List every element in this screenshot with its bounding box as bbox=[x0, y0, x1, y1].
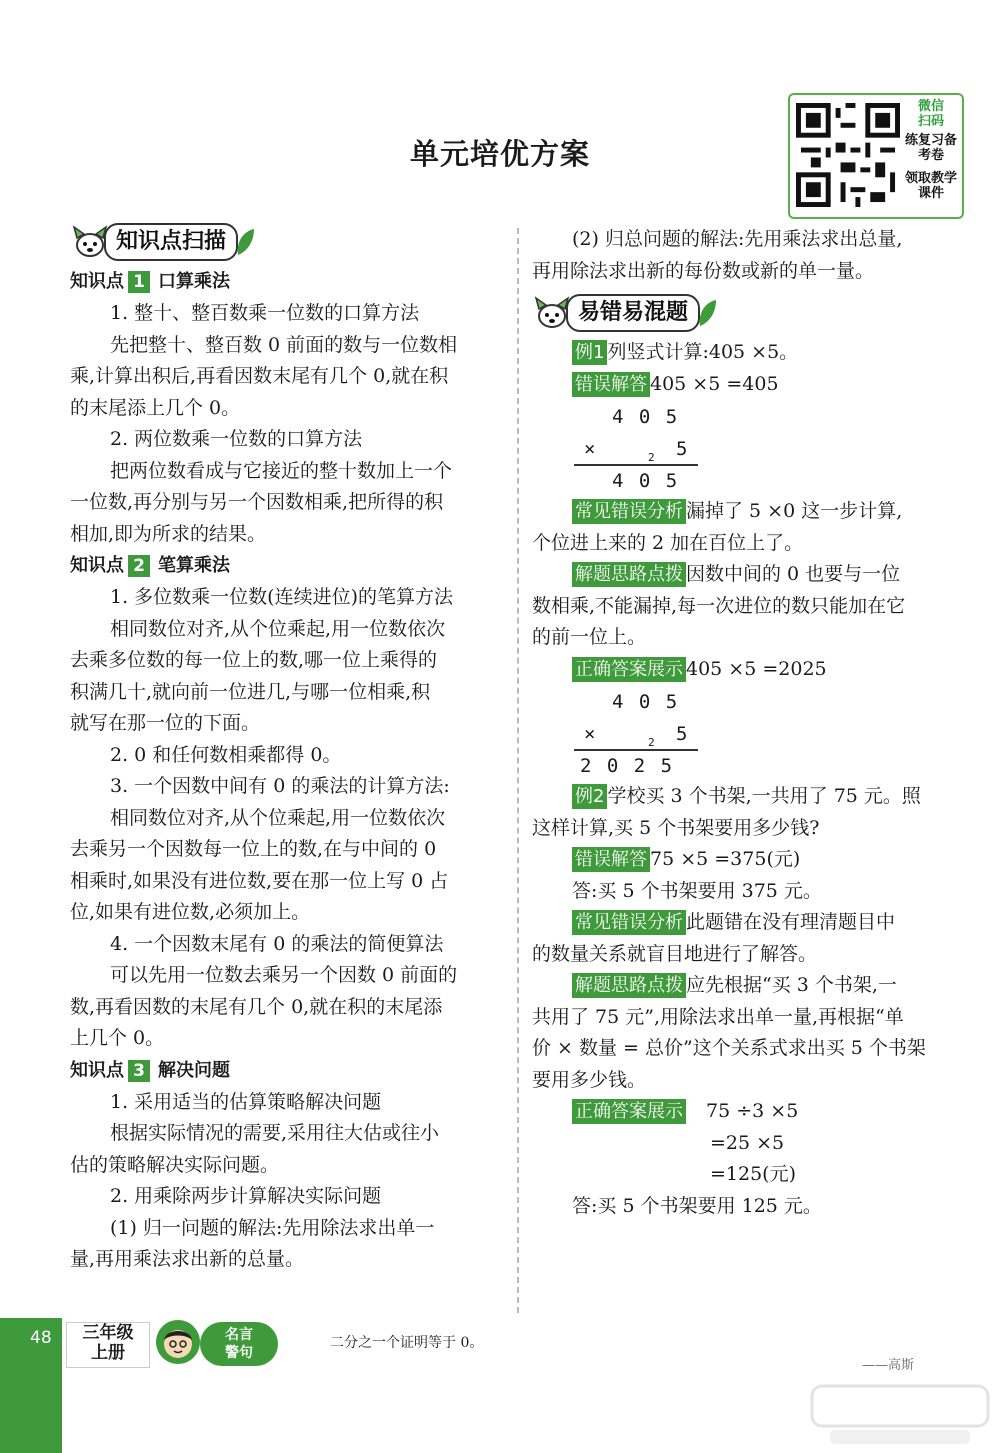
famous-quote: 二分之一个证明等于 0。 bbox=[330, 1335, 484, 1351]
example-2-question bbox=[532, 781, 962, 813]
text-line: 估的策略解决实际问题。 bbox=[70, 1153, 280, 1176]
hint-tag: 解题思路点拨 bbox=[572, 973, 686, 998]
text-line: 1. 整十、整百数乘一位数的口算方法 bbox=[110, 302, 420, 324]
section-title: 知识点扫描 bbox=[104, 223, 238, 261]
left-column bbox=[70, 222, 500, 1276]
text-line: (1) 归一问题的解法:先用除法求出单一 bbox=[110, 1216, 435, 1239]
quote-author: ——高斯 bbox=[862, 1358, 915, 1373]
text-line: 的末尾添上几个 0。 bbox=[70, 396, 241, 419]
text-line: 积满几十,就向前一位进几,与哪一位相乘,积 bbox=[70, 680, 431, 703]
error-analysis-text: 此题错在没有理清题目中 bbox=[686, 911, 896, 933]
error-analysis-tag: 常见错误分析 bbox=[572, 910, 686, 935]
grade-line: 三年级 bbox=[82, 1323, 134, 1343]
text-line: 3. 一个因数中间有 0 的乘法的计算方法: bbox=[110, 775, 450, 797]
example-1-question bbox=[532, 337, 962, 369]
text-line: 答:买 5 个书架要用 375 元。 bbox=[572, 879, 822, 902]
answer-step: 75 ÷3 ×5 bbox=[706, 1100, 799, 1122]
wrong-answer-tag: 错误解答 bbox=[572, 847, 650, 872]
hint-line bbox=[532, 970, 962, 1002]
text-line: 就写在那一位的下面。 bbox=[70, 712, 261, 734]
qr-code-panel[interactable] bbox=[788, 93, 964, 219]
avatar bbox=[154, 1318, 202, 1366]
text-line: 可以先用一位数去乘另一个因数 0 前面的 bbox=[110, 964, 458, 986]
error-analysis-text: 漏掉了 5 ×0 这一步计算, bbox=[686, 500, 903, 522]
text-line: 把两位数看成与它接近的整十数加上一个 bbox=[110, 459, 453, 482]
section-header-errors bbox=[532, 293, 962, 333]
text-line: 1. 多位数乘一位数(连续进位)的笔算方法 bbox=[110, 586, 453, 608]
kp-label: 知识点 bbox=[70, 555, 124, 577]
text-line: 乘,计算出积后,再看因数末尾有几个 0,就在积 bbox=[70, 365, 449, 387]
answer-step: =25 ×5 bbox=[710, 1131, 785, 1154]
badge-line: 警句 bbox=[225, 1345, 253, 1361]
calc-multiplier: 5 bbox=[676, 438, 688, 460]
correct-answer-line bbox=[532, 654, 962, 686]
qr-wechat-label: 微信 bbox=[917, 99, 944, 114]
text-line: 价 × 数量 = 总价”这个关系式求出买 5 个书架 bbox=[532, 1037, 926, 1059]
qr-scan-label: 扫码 bbox=[917, 114, 944, 129]
hint-text: 应先根据“买 3 个书架,一 bbox=[686, 974, 897, 996]
calc-multiply-sign: × bbox=[584, 723, 596, 745]
knowledge-point-1-header bbox=[70, 266, 500, 298]
kp-number: 3 bbox=[128, 1060, 150, 1082]
text-line: 个位进上来的 2 加在百位上了。 bbox=[532, 531, 804, 554]
answer-step: =125(元) bbox=[710, 1163, 797, 1185]
hint-text: 因数中间的 0 也要与一位 bbox=[686, 563, 901, 585]
qr-text-1: 练复习备 bbox=[904, 133, 957, 148]
qr-text-2: 考卷 bbox=[917, 148, 944, 163]
correct-answer-tag: 正确答案展示 bbox=[572, 1099, 686, 1124]
wrong-answer-text: 405 ×5 =405 bbox=[650, 372, 779, 395]
calc-top: 4 0 5 bbox=[612, 406, 680, 428]
text-line: (2) 归总问题的解法:先用乘法求出总量, bbox=[572, 228, 903, 250]
calc-result: 2 0 2 5 bbox=[580, 755, 675, 777]
error-analysis-line bbox=[532, 496, 962, 528]
column-divider bbox=[517, 228, 519, 1313]
correct-answer-text: 405 ×5 =2025 bbox=[686, 657, 827, 680]
kp-number: 1 bbox=[128, 271, 150, 293]
text-line: 相乘时,如果没有进位数,要在那一位上写 0 占 bbox=[70, 869, 449, 892]
calc-multiply-sign: × bbox=[584, 438, 596, 460]
grade-line: 上册 bbox=[91, 1343, 125, 1363]
text-line: 的前一位上。 bbox=[532, 626, 647, 648]
text-line: 的数量关系就盲目地进行了解答。 bbox=[532, 942, 818, 965]
example-text: 学校买 3 个书架,一共用了 75 元。照 bbox=[607, 785, 921, 807]
grade-label bbox=[66, 1322, 150, 1368]
hint-tag: 解题思路点拨 bbox=[572, 562, 686, 587]
text-line: 去乘多位数的每一位上的数,哪一位上乘得的 bbox=[70, 649, 438, 671]
kp-label: 知识点 bbox=[70, 271, 124, 293]
wrong-answer-tag: 错误解答 bbox=[572, 372, 650, 397]
calc-top: 4 0 5 bbox=[612, 691, 680, 713]
hint-line bbox=[532, 559, 962, 591]
text-line: 4. 一个因数末尾有 0 的乘法的简便算法 bbox=[110, 932, 444, 955]
correct-vertical-calc bbox=[572, 685, 962, 781]
qr-text-4: 课件 bbox=[917, 186, 944, 201]
text-line: 答:买 5 个书架要用 125 元。 bbox=[572, 1194, 822, 1217]
error-analysis-line bbox=[532, 907, 962, 939]
text-line: 相同数位对齐,从个位乘起,用一位数依次 bbox=[110, 617, 446, 640]
text-line: 2. 用乘除两步计算解决实际问题 bbox=[110, 1185, 382, 1207]
quote-badge bbox=[200, 1322, 278, 1366]
text-line: 数,再看因数的末尾有几个 0,就在积的末尾添 bbox=[70, 995, 443, 1018]
text-line: 根据实际情况的需要,采用往大估或往小 bbox=[110, 1122, 440, 1144]
text-line: 1. 采用适当的估算策略解决问题 bbox=[110, 1090, 382, 1113]
calc-multiplier: 5 bbox=[676, 723, 688, 745]
wrong-vertical-calc bbox=[572, 400, 962, 496]
kp-title: 口算乘法 bbox=[158, 271, 230, 293]
text-line: 一位数,再分别与另一个因数相乘,把所得的积 bbox=[70, 491, 444, 513]
text-line: 量,再用乘法求出新的总量。 bbox=[70, 1248, 305, 1270]
text-line: 先把整十、整百数 0 前面的数与一位数相 bbox=[110, 333, 458, 356]
badge-line: 名言 bbox=[225, 1327, 253, 1343]
text-line: 这样计算,买 5 个书架要用多少钱? bbox=[532, 816, 820, 839]
example-tag: 例1 bbox=[572, 340, 607, 365]
page-number: 48 bbox=[30, 1328, 52, 1348]
text-line: 共用了 75 元”,用除法求出单一量,再根据“单 bbox=[532, 1005, 904, 1028]
text-line: 再用除法求出新的每份数或新的单一量。 bbox=[532, 259, 875, 282]
page-title: 单元培优方案 bbox=[409, 137, 590, 171]
calc-carry: 2 bbox=[648, 451, 655, 464]
text-line: 位,如果有进位数,必须加上。 bbox=[70, 901, 311, 923]
right-column bbox=[532, 224, 962, 1222]
knowledge-point-2-header bbox=[70, 550, 500, 582]
text-line: 上几个 0。 bbox=[70, 1027, 165, 1049]
leaf-icon bbox=[234, 227, 256, 257]
example-tag: 例2 bbox=[572, 784, 607, 809]
error-analysis-tag: 常见错误分析 bbox=[572, 499, 686, 524]
leaf-icon bbox=[696, 298, 718, 328]
correct-answer-tag: 正确答案展示 bbox=[572, 657, 686, 682]
kp-title: 笔算乘法 bbox=[158, 555, 230, 577]
kp-title: 解决问题 bbox=[158, 1059, 230, 1081]
qr-code-icon[interactable] bbox=[796, 103, 900, 207]
text-line: 数相乘,不能漏掉,每一次进位的数只能加在它 bbox=[532, 594, 906, 617]
text-line: 相加,即为所求的结果。 bbox=[70, 522, 267, 545]
text-line: 要用多少钱。 bbox=[532, 1068, 647, 1091]
kp-label: 知识点 bbox=[70, 1059, 124, 1081]
section-title: 易错易混题 bbox=[566, 294, 700, 332]
text-line: 2. 两位数乘一位数的口算方法 bbox=[110, 428, 363, 450]
correct-answer-line bbox=[532, 1096, 962, 1128]
watermark-logo-icon bbox=[810, 1382, 990, 1448]
wrong-answer-text: 75 ×5 =375(元) bbox=[650, 848, 801, 870]
section-header-knowledge bbox=[70, 222, 500, 262]
text-line: 2. 0 和任何数相乘都得 0。 bbox=[110, 743, 342, 766]
wrong-answer-line bbox=[532, 369, 962, 401]
calc-result: 4 0 5 bbox=[612, 470, 680, 492]
text-line: 去乘另一个因数每一位上的数,在与中间的 0 bbox=[70, 838, 437, 860]
knowledge-point-3-header bbox=[70, 1055, 500, 1087]
text-line: 相同数位对齐,从个位乘起,用一位数依次 bbox=[110, 806, 446, 829]
wrong-answer-line bbox=[532, 844, 962, 876]
calc-carry: 2 bbox=[648, 736, 655, 749]
example-text: 列竖式计算:405 ×5。 bbox=[607, 341, 799, 363]
kp-number: 2 bbox=[128, 555, 150, 577]
qr-text-3: 领取教学 bbox=[904, 171, 957, 186]
